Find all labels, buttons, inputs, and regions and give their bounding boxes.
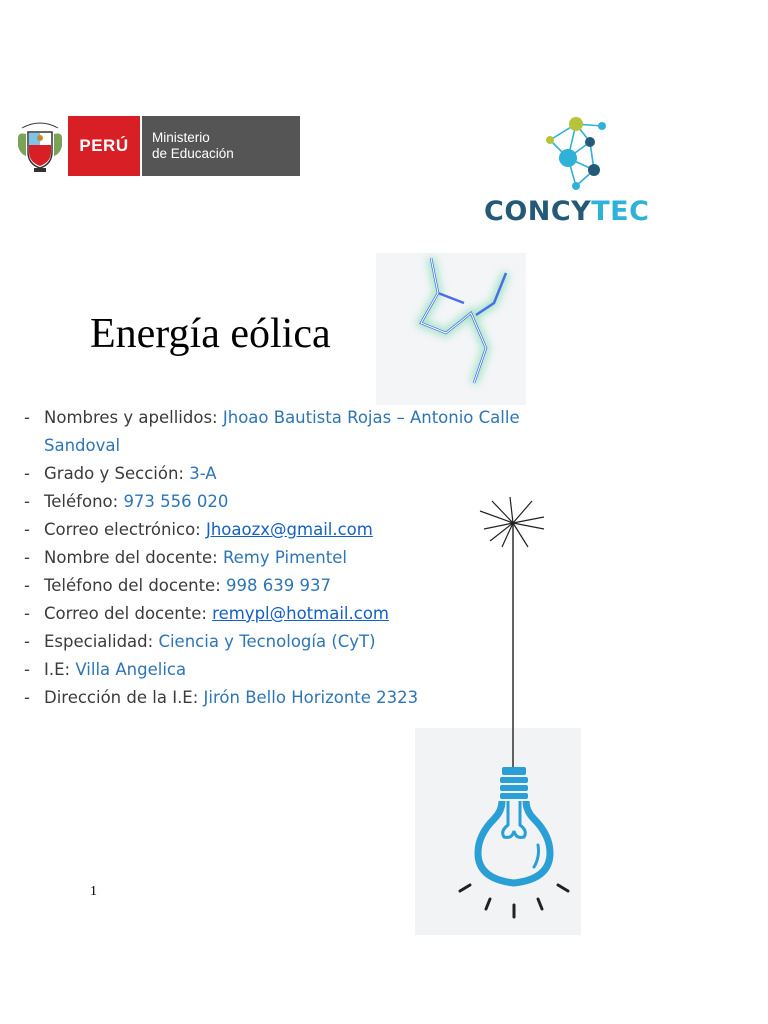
info-value: Villa Angelica — [75, 660, 187, 679]
document-title: Energía eólica — [90, 311, 331, 357]
info-label: Nombre del docente: — [44, 548, 218, 567]
info-item-phone: - Teléfono: 973 556 020 — [24, 492, 229, 511]
info-item-grade: - Grado y Sección: 3-A — [24, 464, 217, 483]
info-item-teacher-email: - Correo del docente: remypl@hotmail.com — [24, 604, 389, 623]
info-value: Jhoao Bautista Rojas – Antonio Calle — [222, 408, 520, 427]
info-label: Grado y Sección: — [44, 464, 184, 483]
peru-label: PERÚ — [68, 116, 140, 176]
teacher-email-link[interactable]: remypl@hotmail.com — [212, 604, 389, 623]
info-item-names: - Nombres y apellidos: Jhoao Bautista Rojas – Antonio Calle — [24, 408, 520, 427]
peru-coat-of-arms-icon — [14, 116, 66, 176]
student-email-link[interactable]: Jhoaozx@gmail.com — [205, 520, 373, 539]
concytec-part-1: CONCY — [484, 196, 592, 227]
info-value: Remy Pimentel — [222, 548, 347, 567]
info-item-teacher: - Nombre del docente: Remy Pimentel — [24, 548, 347, 567]
info-item-specialty: - Especialidad: Ciencia y Tecnología (CyT) — [24, 632, 376, 651]
info-item-names-continuation: Sandoval — [44, 436, 121, 455]
page-number: 1 — [90, 884, 97, 899]
info-value: Jirón Bello Horizonte 2323 — [203, 688, 419, 707]
concytec-part-2: TEC — [591, 196, 650, 227]
ministry-line-2: de Educación — [152, 146, 234, 161]
ministry-logo — [14, 116, 300, 176]
info-label: Dirección de la I.E: — [44, 688, 199, 707]
info-item-email: - Correo electrónico: Jhoaozx@gmail.com — [24, 520, 373, 539]
lightning-image — [376, 253, 526, 405]
ministry-line-1: Ministerio — [152, 130, 210, 145]
info-label: Teléfono: — [44, 492, 119, 511]
info-label: Correo del docente: — [44, 604, 207, 623]
network-nodes-icon — [530, 110, 620, 190]
info-value: 998 639 937 — [226, 576, 331, 595]
concytec-logo — [470, 110, 680, 230]
info-value: Ciencia y Tecnología (CyT) — [158, 632, 376, 651]
info-label: Nombres y apellidos: — [44, 408, 218, 427]
info-label: Especialidad: — [44, 632, 154, 651]
lightning-icon — [376, 253, 526, 405]
info-value: 973 556 020 — [123, 492, 229, 511]
ministry-name — [142, 116, 300, 176]
info-item-school: - I.E: Villa Angelica — [24, 660, 187, 679]
light-bulb-icon — [440, 495, 590, 935]
info-label: Correo electrónico: — [44, 520, 201, 539]
info-label: Teléfono del docente: — [44, 576, 221, 595]
concytec-wordmark — [484, 196, 649, 227]
info-item-teacher-phone: - Teléfono del docente: 998 639 937 — [24, 576, 331, 595]
info-label: I.E: — [44, 660, 71, 679]
info-item-address: - Dirección de la I.E: Jirón Bello Horizonte 2323 — [24, 688, 419, 707]
info-value: 3-A — [189, 464, 217, 483]
